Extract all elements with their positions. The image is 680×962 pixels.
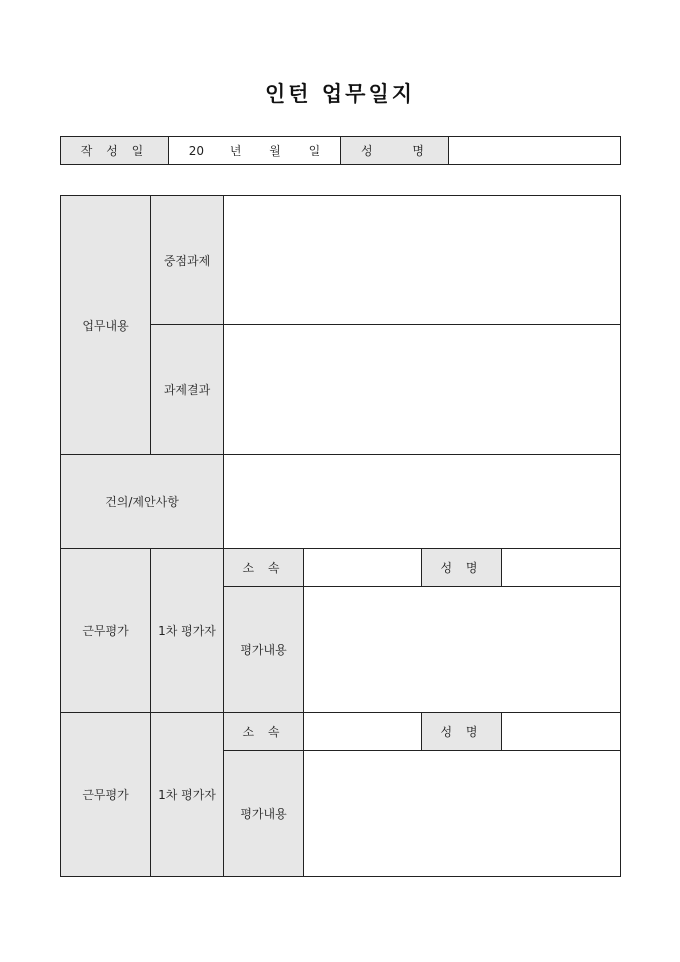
evaluation-content-field[interactable] <box>304 751 621 877</box>
name-field[interactable] <box>449 137 621 165</box>
affiliation-field[interactable] <box>304 549 422 587</box>
name-label: 성 명 <box>341 137 449 165</box>
affiliation-field[interactable] <box>304 713 422 751</box>
key-task-label: 중점과제 <box>151 196 224 325</box>
header-table <box>60 136 621 165</box>
date-field[interactable] <box>169 137 341 165</box>
evaluation-content-label: 평가내용 <box>224 587 304 713</box>
evaluator-name-field[interactable] <box>502 713 621 751</box>
evaluator-name-label: 성 명 <box>422 549 502 587</box>
work-log-table <box>60 195 621 877</box>
task-result-label: 과제결과 <box>151 325 224 455</box>
suggestion-label: 건의/제안사항 <box>61 455 224 549</box>
date-month-label: 월 <box>269 144 281 158</box>
evaluator-label: 1차 평가자 <box>151 549 224 713</box>
evaluator-name-label: 성 명 <box>422 713 502 751</box>
page-title: 인턴 업무일지 <box>264 81 416 106</box>
evaluator-name-field[interactable] <box>502 549 621 587</box>
evaluator-label: 1차 평가자 <box>151 713 224 877</box>
evaluation-section-label: 근무평가 <box>61 713 151 877</box>
date-year-prefix: 20 <box>188 144 204 158</box>
author-date-label: 작 성 일 <box>61 137 169 165</box>
affiliation-label: 소 속 <box>224 549 304 587</box>
evaluation-content-field[interactable] <box>304 587 621 713</box>
evaluation-section-label: 근무평가 <box>61 549 151 713</box>
evaluation-content-label: 평가내용 <box>224 751 304 877</box>
affiliation-label: 소 속 <box>224 713 304 751</box>
key-task-field[interactable] <box>224 196 621 325</box>
date-day-label: 일 <box>308 144 321 158</box>
task-result-field[interactable] <box>224 325 621 455</box>
work-section-label: 업무내용 <box>61 196 151 455</box>
date-year-label: 년 <box>229 144 242 158</box>
suggestion-field[interactable] <box>224 455 621 549</box>
